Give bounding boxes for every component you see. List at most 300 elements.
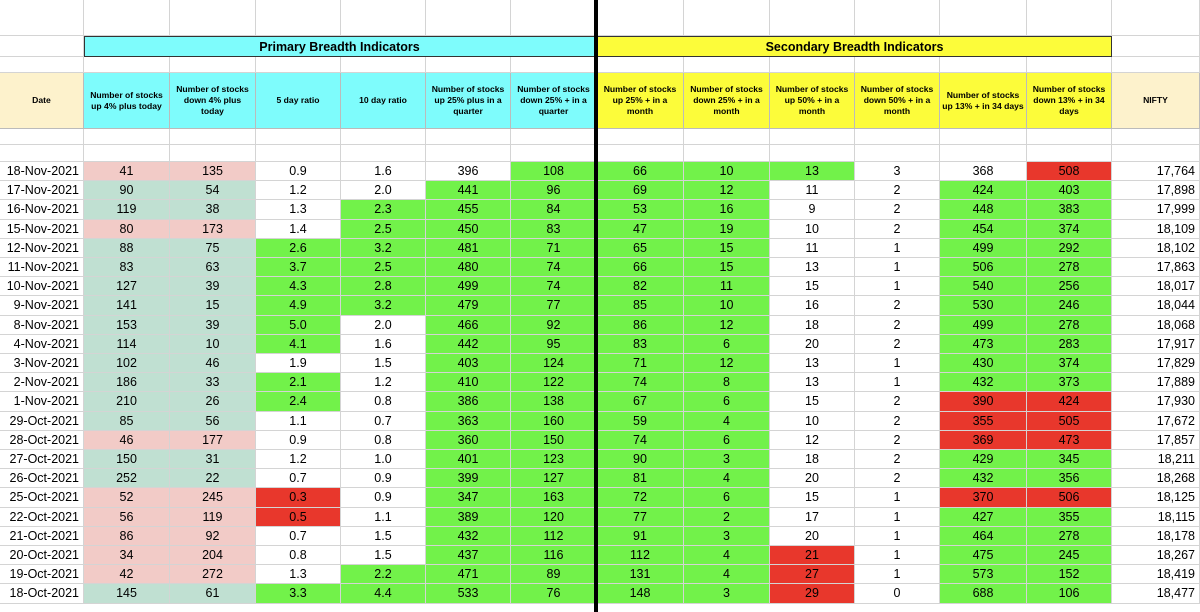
- blank-cell[interactable]: [684, 129, 770, 145]
- indicator-value-cell[interactable]: 455: [426, 200, 511, 220]
- indicator-value-cell[interactable]: 2: [855, 431, 940, 450]
- indicator-value-cell[interactable]: 83: [597, 335, 684, 354]
- blank-cell[interactable]: [855, 145, 940, 162]
- blank-cell[interactable]: [597, 145, 684, 162]
- indicator-value-cell[interactable]: 373: [1027, 373, 1112, 392]
- blank-cell[interactable]: [1027, 57, 1112, 73]
- indicator-value-cell[interactable]: 122: [511, 373, 597, 392]
- indicator-value-cell[interactable]: 163: [511, 488, 597, 508]
- indicator-value-cell[interactable]: 2: [855, 181, 940, 200]
- indicator-value-cell[interactable]: 67: [597, 392, 684, 412]
- indicator-value-cell[interactable]: 383: [1027, 200, 1112, 220]
- indicator-value-cell[interactable]: 464: [940, 527, 1027, 546]
- indicator-value-cell[interactable]: 252: [84, 469, 170, 488]
- blank-cell[interactable]: [0, 129, 84, 145]
- indicator-value-cell[interactable]: 0.8: [341, 431, 426, 450]
- indicator-value-cell[interactable]: 138: [511, 392, 597, 412]
- indicator-value-cell[interactable]: 74: [597, 431, 684, 450]
- indicator-value-cell[interactable]: 2: [855, 220, 940, 239]
- indicator-value-cell[interactable]: 5.0: [256, 316, 341, 335]
- date-cell[interactable]: 16-Nov-2021: [0, 200, 84, 220]
- indicator-value-cell[interactable]: 6: [684, 392, 770, 412]
- indicator-value-cell[interactable]: 19: [684, 220, 770, 239]
- indicator-value-cell[interactable]: 56: [84, 508, 170, 527]
- indicator-value-cell[interactable]: 481: [426, 239, 511, 258]
- indicator-value-cell[interactable]: 0.3: [256, 488, 341, 508]
- indicator-value-cell[interactable]: 91: [597, 527, 684, 546]
- date-cell[interactable]: 1-Nov-2021: [0, 392, 84, 412]
- blank-cell[interactable]: [170, 145, 256, 162]
- indicator-value-cell[interactable]: 1: [855, 565, 940, 584]
- indicator-value-cell[interactable]: 424: [940, 181, 1027, 200]
- indicator-value-cell[interactable]: 1.4: [256, 220, 341, 239]
- indicator-value-cell[interactable]: 72: [597, 488, 684, 508]
- indicator-value-cell[interactable]: 65: [597, 239, 684, 258]
- nifty-value-cell[interactable]: 17,863: [1112, 258, 1200, 277]
- indicator-value-cell[interactable]: 2: [855, 335, 940, 354]
- date-cell[interactable]: 18-Nov-2021: [0, 162, 84, 181]
- blank-cell[interactable]: [0, 145, 84, 162]
- blank-cell[interactable]: [170, 0, 256, 36]
- indicator-value-cell[interactable]: 0.9: [341, 469, 426, 488]
- indicator-value-cell[interactable]: 141: [84, 296, 170, 316]
- indicator-value-cell[interactable]: 16: [684, 200, 770, 220]
- indicator-value-cell[interactable]: 71: [511, 239, 597, 258]
- blank-cell[interactable]: [940, 57, 1027, 73]
- indicator-value-cell[interactable]: 15: [684, 239, 770, 258]
- indicator-value-cell[interactable]: 204: [170, 546, 256, 565]
- indicator-value-cell[interactable]: 2.2: [341, 565, 426, 584]
- blank-cell[interactable]: [684, 145, 770, 162]
- indicator-value-cell[interactable]: 15: [170, 296, 256, 316]
- date-cell[interactable]: 10-Nov-2021: [0, 277, 84, 296]
- indicator-value-cell[interactable]: 2.5: [341, 258, 426, 277]
- indicator-value-cell[interactable]: 13: [770, 258, 855, 277]
- indicator-value-cell[interactable]: 82: [597, 277, 684, 296]
- indicator-value-cell[interactable]: 20: [770, 335, 855, 354]
- blank-cell[interactable]: [1112, 145, 1200, 162]
- blank-cell[interactable]: [511, 0, 597, 36]
- indicator-value-cell[interactable]: 1: [855, 239, 940, 258]
- nifty-value-cell[interactable]: 18,268: [1112, 469, 1200, 488]
- indicator-value-cell[interactable]: 427: [940, 508, 1027, 527]
- indicator-value-cell[interactable]: 1: [855, 546, 940, 565]
- indicator-value-cell[interactable]: 86: [597, 316, 684, 335]
- blank-cell[interactable]: [597, 129, 684, 145]
- indicator-value-cell[interactable]: 399: [426, 469, 511, 488]
- indicator-value-cell[interactable]: 506: [940, 258, 1027, 277]
- nifty-value-cell[interactable]: 17,898: [1112, 181, 1200, 200]
- indicator-value-cell[interactable]: 2: [855, 296, 940, 316]
- indicator-value-cell[interactable]: 39: [170, 316, 256, 335]
- indicator-value-cell[interactable]: 112: [597, 546, 684, 565]
- indicator-value-cell[interactable]: 16: [770, 296, 855, 316]
- indicator-value-cell[interactable]: 368: [940, 162, 1027, 181]
- indicator-value-cell[interactable]: 2.4: [256, 392, 341, 412]
- indicator-value-cell[interactable]: 20: [770, 469, 855, 488]
- indicator-value-cell[interactable]: 401: [426, 450, 511, 469]
- indicator-value-cell[interactable]: 11: [770, 181, 855, 200]
- indicator-value-cell[interactable]: 124: [511, 354, 597, 373]
- indicator-value-cell[interactable]: 127: [511, 469, 597, 488]
- indicator-value-cell[interactable]: 77: [597, 508, 684, 527]
- blank-cell[interactable]: [170, 57, 256, 73]
- indicator-value-cell[interactable]: 4.1: [256, 335, 341, 354]
- indicator-value-cell[interactable]: 83: [511, 220, 597, 239]
- indicator-value-cell[interactable]: 424: [1027, 392, 1112, 412]
- indicator-value-cell[interactable]: 6: [684, 335, 770, 354]
- indicator-value-cell[interactable]: 1: [855, 508, 940, 527]
- indicator-value-cell[interactable]: 102: [84, 354, 170, 373]
- indicator-value-cell[interactable]: 54: [170, 181, 256, 200]
- indicator-value-cell[interactable]: 20: [770, 527, 855, 546]
- nifty-value-cell[interactable]: 17,889: [1112, 373, 1200, 392]
- indicator-value-cell[interactable]: 688: [940, 584, 1027, 604]
- nifty-value-cell[interactable]: 18,068: [1112, 316, 1200, 335]
- indicator-value-cell[interactable]: 1.6: [341, 162, 426, 181]
- nifty-value-cell[interactable]: 17,764: [1112, 162, 1200, 181]
- indicator-value-cell[interactable]: 90: [84, 181, 170, 200]
- blank-cell[interactable]: [426, 129, 511, 145]
- nifty-value-cell[interactable]: 18,115: [1112, 508, 1200, 527]
- date-cell[interactable]: 26-Oct-2021: [0, 469, 84, 488]
- indicator-value-cell[interactable]: 38: [170, 200, 256, 220]
- indicator-value-cell[interactable]: 396: [426, 162, 511, 181]
- indicator-value-cell[interactable]: 374: [1027, 354, 1112, 373]
- indicator-value-cell[interactable]: 1.3: [256, 200, 341, 220]
- indicator-value-cell[interactable]: 112: [511, 527, 597, 546]
- blank-cell[interactable]: [256, 145, 341, 162]
- indicator-value-cell[interactable]: 0.7: [256, 527, 341, 546]
- indicator-value-cell[interactable]: 2: [855, 412, 940, 431]
- indicator-value-cell[interactable]: 39: [170, 277, 256, 296]
- indicator-value-cell[interactable]: 245: [170, 488, 256, 508]
- indicator-value-cell[interactable]: 432: [426, 527, 511, 546]
- indicator-value-cell[interactable]: 2.8: [341, 277, 426, 296]
- indicator-value-cell[interactable]: 1.0: [341, 450, 426, 469]
- indicator-value-cell[interactable]: 3.7: [256, 258, 341, 277]
- indicator-value-cell[interactable]: 4: [684, 546, 770, 565]
- indicator-value-cell[interactable]: 4: [684, 469, 770, 488]
- indicator-value-cell[interactable]: 437: [426, 546, 511, 565]
- blank-cell[interactable]: [511, 129, 597, 145]
- indicator-value-cell[interactable]: 1: [855, 277, 940, 296]
- date-cell[interactable]: 3-Nov-2021: [0, 354, 84, 373]
- date-cell[interactable]: 27-Oct-2021: [0, 450, 84, 469]
- blank-cell[interactable]: [256, 0, 341, 36]
- indicator-value-cell[interactable]: 533: [426, 584, 511, 604]
- indicator-value-cell[interactable]: 95: [511, 335, 597, 354]
- indicator-value-cell[interactable]: 8: [684, 373, 770, 392]
- indicator-value-cell[interactable]: 432: [940, 469, 1027, 488]
- indicator-value-cell[interactable]: 160: [511, 412, 597, 431]
- blank-cell[interactable]: [84, 129, 170, 145]
- indicator-value-cell[interactable]: 386: [426, 392, 511, 412]
- indicator-value-cell[interactable]: 573: [940, 565, 1027, 584]
- blank-cell[interactable]: [597, 0, 684, 36]
- indicator-value-cell[interactable]: 506: [1027, 488, 1112, 508]
- indicator-value-cell[interactable]: 15: [684, 258, 770, 277]
- date-cell[interactable]: 22-Oct-2021: [0, 508, 84, 527]
- indicator-value-cell[interactable]: 11: [684, 277, 770, 296]
- blank-cell[interactable]: [1112, 0, 1200, 36]
- indicator-value-cell[interactable]: 530: [940, 296, 1027, 316]
- indicator-value-cell[interactable]: 1: [855, 373, 940, 392]
- indicator-value-cell[interactable]: 473: [940, 335, 1027, 354]
- indicator-value-cell[interactable]: 0.5: [256, 508, 341, 527]
- indicator-value-cell[interactable]: 10: [170, 335, 256, 354]
- blank-cell[interactable]: [855, 129, 940, 145]
- indicator-value-cell[interactable]: 0.9: [341, 488, 426, 508]
- date-cell[interactable]: 12-Nov-2021: [0, 239, 84, 258]
- indicator-value-cell[interactable]: 12: [684, 354, 770, 373]
- indicator-value-cell[interactable]: 360: [426, 431, 511, 450]
- indicator-value-cell[interactable]: 283: [1027, 335, 1112, 354]
- indicator-value-cell[interactable]: 403: [426, 354, 511, 373]
- indicator-value-cell[interactable]: 10: [770, 412, 855, 431]
- indicator-value-cell[interactable]: 3: [684, 584, 770, 604]
- indicator-value-cell[interactable]: 1.2: [341, 373, 426, 392]
- indicator-value-cell[interactable]: 345: [1027, 450, 1112, 469]
- indicator-value-cell[interactable]: 508: [1027, 162, 1112, 181]
- blank-cell[interactable]: [940, 145, 1027, 162]
- indicator-value-cell[interactable]: 540: [940, 277, 1027, 296]
- indicator-value-cell[interactable]: 34: [84, 546, 170, 565]
- indicator-value-cell[interactable]: 475: [940, 546, 1027, 565]
- blank-cell[interactable]: [770, 145, 855, 162]
- date-cell[interactable]: 19-Oct-2021: [0, 565, 84, 584]
- indicator-value-cell[interactable]: 505: [1027, 412, 1112, 431]
- indicator-value-cell[interactable]: 88: [84, 239, 170, 258]
- indicator-value-cell[interactable]: 3: [684, 527, 770, 546]
- blank-cell[interactable]: [0, 57, 84, 73]
- indicator-value-cell[interactable]: 173: [170, 220, 256, 239]
- indicator-value-cell[interactable]: 18: [770, 316, 855, 335]
- indicator-value-cell[interactable]: 41: [84, 162, 170, 181]
- indicator-value-cell[interactable]: 432: [940, 373, 1027, 392]
- indicator-value-cell[interactable]: 369: [940, 431, 1027, 450]
- indicator-value-cell[interactable]: 15: [770, 488, 855, 508]
- blank-cell[interactable]: [84, 0, 170, 36]
- indicator-value-cell[interactable]: 2.6: [256, 239, 341, 258]
- indicator-value-cell[interactable]: 3: [855, 162, 940, 181]
- indicator-value-cell[interactable]: 120: [511, 508, 597, 527]
- nifty-value-cell[interactable]: 18,125: [1112, 488, 1200, 508]
- blank-cell[interactable]: [855, 0, 940, 36]
- indicator-value-cell[interactable]: 152: [1027, 565, 1112, 584]
- indicator-value-cell[interactable]: 15: [770, 392, 855, 412]
- nifty-value-cell[interactable]: 17,930: [1112, 392, 1200, 412]
- indicator-value-cell[interactable]: 278: [1027, 527, 1112, 546]
- nifty-value-cell[interactable]: 18,477: [1112, 584, 1200, 604]
- blank-cell[interactable]: [341, 0, 426, 36]
- indicator-value-cell[interactable]: 92: [511, 316, 597, 335]
- nifty-value-cell[interactable]: 17,999: [1112, 200, 1200, 220]
- indicator-value-cell[interactable]: 22: [170, 469, 256, 488]
- date-cell[interactable]: 8-Nov-2021: [0, 316, 84, 335]
- indicator-value-cell[interactable]: 429: [940, 450, 1027, 469]
- blank-cell[interactable]: [511, 145, 597, 162]
- indicator-value-cell[interactable]: 42: [84, 565, 170, 584]
- indicator-value-cell[interactable]: 0.9: [256, 431, 341, 450]
- date-cell[interactable]: 29-Oct-2021: [0, 412, 84, 431]
- indicator-value-cell[interactable]: 471: [426, 565, 511, 584]
- indicator-value-cell[interactable]: 21: [770, 546, 855, 565]
- indicator-value-cell[interactable]: 1: [855, 527, 940, 546]
- indicator-value-cell[interactable]: 1.5: [341, 546, 426, 565]
- nifty-value-cell[interactable]: 18,267: [1112, 546, 1200, 565]
- indicator-value-cell[interactable]: 3: [684, 450, 770, 469]
- indicator-value-cell[interactable]: 119: [84, 200, 170, 220]
- indicator-value-cell[interactable]: 246: [1027, 296, 1112, 316]
- blank-cell[interactable]: [770, 57, 855, 73]
- indicator-value-cell[interactable]: 10: [684, 296, 770, 316]
- date-cell[interactable]: 4-Nov-2021: [0, 335, 84, 354]
- nifty-value-cell[interactable]: 18,102: [1112, 239, 1200, 258]
- indicator-value-cell[interactable]: 374: [1027, 220, 1112, 239]
- indicator-value-cell[interactable]: 1: [855, 488, 940, 508]
- indicator-value-cell[interactable]: 499: [426, 277, 511, 296]
- indicator-value-cell[interactable]: 177: [170, 431, 256, 450]
- blank-cell[interactable]: [341, 57, 426, 73]
- date-cell[interactable]: 17-Nov-2021: [0, 181, 84, 200]
- blank-cell[interactable]: [1027, 145, 1112, 162]
- nifty-value-cell[interactable]: 18,017: [1112, 277, 1200, 296]
- blank-cell[interactable]: [341, 145, 426, 162]
- indicator-value-cell[interactable]: 0.8: [256, 546, 341, 565]
- indicator-value-cell[interactable]: 74: [597, 373, 684, 392]
- indicator-value-cell[interactable]: 92: [170, 527, 256, 546]
- nifty-value-cell[interactable]: 17,857: [1112, 431, 1200, 450]
- indicator-value-cell[interactable]: 52: [84, 488, 170, 508]
- blank-cell[interactable]: [770, 129, 855, 145]
- indicator-value-cell[interactable]: 150: [511, 431, 597, 450]
- indicator-value-cell[interactable]: 131: [597, 565, 684, 584]
- indicator-value-cell[interactable]: 1.6: [341, 335, 426, 354]
- indicator-value-cell[interactable]: 2.0: [341, 316, 426, 335]
- indicator-value-cell[interactable]: 12: [684, 181, 770, 200]
- blank-cell[interactable]: [1112, 36, 1200, 57]
- blank-cell[interactable]: [0, 36, 84, 57]
- indicator-value-cell[interactable]: 355: [1027, 508, 1112, 527]
- indicator-value-cell[interactable]: 480: [426, 258, 511, 277]
- indicator-value-cell[interactable]: 2.3: [341, 200, 426, 220]
- date-cell[interactable]: 11-Nov-2021: [0, 258, 84, 277]
- indicator-value-cell[interactable]: 106: [1027, 584, 1112, 604]
- indicator-value-cell[interactable]: 448: [940, 200, 1027, 220]
- date-cell[interactable]: 21-Oct-2021: [0, 527, 84, 546]
- indicator-value-cell[interactable]: 2: [855, 316, 940, 335]
- indicator-value-cell[interactable]: 2.0: [341, 181, 426, 200]
- indicator-value-cell[interactable]: 17: [770, 508, 855, 527]
- indicator-value-cell[interactable]: 66: [597, 258, 684, 277]
- blank-cell[interactable]: [0, 0, 84, 36]
- indicator-value-cell[interactable]: 56: [170, 412, 256, 431]
- indicator-value-cell[interactable]: 150: [84, 450, 170, 469]
- indicator-value-cell[interactable]: 47: [597, 220, 684, 239]
- indicator-value-cell[interactable]: 186: [84, 373, 170, 392]
- indicator-value-cell[interactable]: 18: [770, 450, 855, 469]
- blank-cell[interactable]: [855, 57, 940, 73]
- indicator-value-cell[interactable]: 26: [170, 392, 256, 412]
- indicator-value-cell[interactable]: 75: [170, 239, 256, 258]
- indicator-value-cell[interactable]: 31: [170, 450, 256, 469]
- indicator-value-cell[interactable]: 2.5: [341, 220, 426, 239]
- indicator-value-cell[interactable]: 256: [1027, 277, 1112, 296]
- indicator-value-cell[interactable]: 27: [770, 565, 855, 584]
- indicator-value-cell[interactable]: 61: [170, 584, 256, 604]
- indicator-value-cell[interactable]: 6: [684, 488, 770, 508]
- blank-cell[interactable]: [426, 57, 511, 73]
- indicator-value-cell[interactable]: 4.3: [256, 277, 341, 296]
- indicator-value-cell[interactable]: 1.9: [256, 354, 341, 373]
- indicator-value-cell[interactable]: 74: [511, 258, 597, 277]
- date-cell[interactable]: 25-Oct-2021: [0, 488, 84, 508]
- indicator-value-cell[interactable]: 1.3: [256, 565, 341, 584]
- indicator-value-cell[interactable]: 33: [170, 373, 256, 392]
- indicator-value-cell[interactable]: 410: [426, 373, 511, 392]
- indicator-value-cell[interactable]: 69: [597, 181, 684, 200]
- indicator-value-cell[interactable]: 0.7: [341, 412, 426, 431]
- indicator-value-cell[interactable]: 6: [684, 431, 770, 450]
- indicator-value-cell[interactable]: 1.2: [256, 181, 341, 200]
- blank-cell[interactable]: [426, 0, 511, 36]
- indicator-value-cell[interactable]: 499: [940, 316, 1027, 335]
- indicator-value-cell[interactable]: 210: [84, 392, 170, 412]
- indicator-value-cell[interactable]: 2: [855, 392, 940, 412]
- indicator-value-cell[interactable]: 2: [684, 508, 770, 527]
- blank-cell[interactable]: [940, 129, 1027, 145]
- indicator-value-cell[interactable]: 80: [84, 220, 170, 239]
- indicator-value-cell[interactable]: 10: [684, 162, 770, 181]
- indicator-value-cell[interactable]: 86: [84, 527, 170, 546]
- date-cell[interactable]: 15-Nov-2021: [0, 220, 84, 239]
- indicator-value-cell[interactable]: 466: [426, 316, 511, 335]
- indicator-value-cell[interactable]: 356: [1027, 469, 1112, 488]
- indicator-value-cell[interactable]: 114: [84, 335, 170, 354]
- indicator-value-cell[interactable]: 2: [855, 450, 940, 469]
- nifty-value-cell[interactable]: 18,109: [1112, 220, 1200, 239]
- blank-cell[interactable]: [1112, 129, 1200, 145]
- indicator-value-cell[interactable]: 148: [597, 584, 684, 604]
- indicator-value-cell[interactable]: 116: [511, 546, 597, 565]
- date-cell[interactable]: 2-Nov-2021: [0, 373, 84, 392]
- indicator-value-cell[interactable]: 145: [84, 584, 170, 604]
- indicator-value-cell[interactable]: 1.1: [341, 508, 426, 527]
- indicator-value-cell[interactable]: 4.4: [341, 584, 426, 604]
- indicator-value-cell[interactable]: 278: [1027, 258, 1112, 277]
- blank-cell[interactable]: [256, 129, 341, 145]
- indicator-value-cell[interactable]: 13: [770, 162, 855, 181]
- indicator-value-cell[interactable]: 441: [426, 181, 511, 200]
- nifty-value-cell[interactable]: 17,829: [1112, 354, 1200, 373]
- blank-cell[interactable]: [770, 0, 855, 36]
- blank-cell[interactable]: [1112, 57, 1200, 73]
- indicator-value-cell[interactable]: 454: [940, 220, 1027, 239]
- blank-cell[interactable]: [940, 0, 1027, 36]
- indicator-value-cell[interactable]: 46: [84, 431, 170, 450]
- indicator-value-cell[interactable]: 13: [770, 373, 855, 392]
- indicator-value-cell[interactable]: 430: [940, 354, 1027, 373]
- indicator-value-cell[interactable]: 450: [426, 220, 511, 239]
- date-cell[interactable]: 20-Oct-2021: [0, 546, 84, 565]
- indicator-value-cell[interactable]: 74: [511, 277, 597, 296]
- indicator-value-cell[interactable]: 96: [511, 181, 597, 200]
- nifty-value-cell[interactable]: 18,178: [1112, 527, 1200, 546]
- indicator-value-cell[interactable]: 1.2: [256, 450, 341, 469]
- indicator-value-cell[interactable]: 479: [426, 296, 511, 316]
- indicator-value-cell[interactable]: 85: [84, 412, 170, 431]
